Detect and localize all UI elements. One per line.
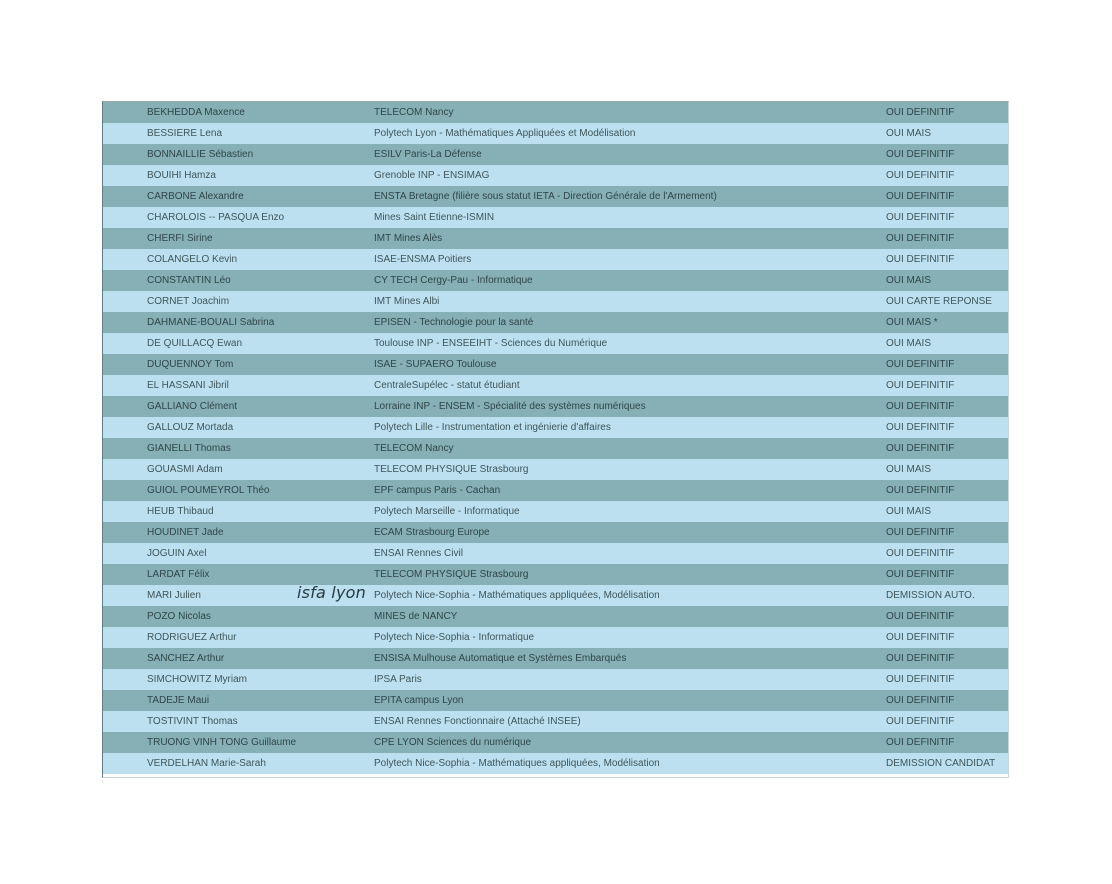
table-row bbox=[103, 333, 1008, 354]
name-cell: CHAROLOIS -- PASQUA Enzo bbox=[147, 212, 285, 223]
school-cell: ISAE-ENSMA Poitiers bbox=[374, 254, 472, 265]
school-cell: Polytech Marseille - Informatique bbox=[374, 506, 520, 517]
name-cell: CONSTANTIN Léo bbox=[147, 275, 231, 286]
status-cell: OUI MAIS bbox=[886, 275, 932, 286]
table-row bbox=[103, 291, 1008, 312]
school-cell: Polytech Nice-Sophia - Informatique bbox=[374, 632, 535, 643]
name-cell: DUQUENNOY Tom bbox=[147, 359, 234, 370]
name-cell: EL HASSANI Jibril bbox=[147, 380, 229, 391]
name-cell: GALLIANO Clément bbox=[147, 401, 238, 412]
table-row bbox=[103, 186, 1008, 207]
school-cell: ENSAI Rennes Fonctionnaire (Attaché INSEE) bbox=[374, 716, 581, 727]
name-cell: BESSIERE Lena bbox=[147, 128, 223, 139]
table-row bbox=[103, 459, 1008, 480]
name-cell: RODRIGUEZ Arthur bbox=[147, 632, 237, 643]
name-cell: JOGUIN Axel bbox=[147, 548, 207, 559]
table-row bbox=[103, 312, 1008, 333]
school-cell: Grenoble INP - ENSIMAG bbox=[374, 170, 490, 181]
school-cell: Polytech Lyon - Mathématiques Appliquées et Modélisation bbox=[374, 128, 636, 139]
school-cell: TELECOM PHYSIQUE Strasbourg bbox=[374, 464, 529, 475]
school-cell: CY TECH Cergy-Pau - Informatique bbox=[374, 275, 533, 286]
school-cell: IPSA Paris bbox=[374, 674, 422, 685]
name-cell: SANCHEZ Arthur bbox=[147, 653, 225, 664]
status-cell: OUI MAIS bbox=[886, 128, 932, 139]
name-cell: CARBONE Alexandre bbox=[147, 191, 244, 202]
name-cell: LARDAT Félix bbox=[147, 569, 210, 580]
school-cell: Polytech Nice-Sophia - Mathématiques appliquées, Modélisation bbox=[374, 758, 660, 769]
school-cell: Toulouse INP - ENSEEIHT - Sciences du Numérique bbox=[374, 338, 608, 349]
table-row bbox=[103, 249, 1008, 270]
status-cell: OUI DEFINITIF bbox=[886, 401, 955, 412]
table-row bbox=[103, 648, 1008, 669]
school-cell: ESILV Paris-La Défense bbox=[374, 149, 482, 160]
table-row bbox=[103, 396, 1008, 417]
name-cell: TADEJE Maui bbox=[147, 695, 210, 706]
table-row bbox=[103, 165, 1008, 186]
status-cell: OUI DEFINITIF bbox=[886, 611, 955, 622]
table-row bbox=[103, 690, 1008, 711]
table-row bbox=[103, 144, 1008, 165]
status-cell: OUI CARTE REPONSE bbox=[886, 296, 992, 307]
name-cell: GOUASMI Adam bbox=[147, 464, 223, 475]
status-cell: OUI DEFINITIF bbox=[886, 695, 955, 706]
school-cell: CentraleSupélec - statut étudiant bbox=[374, 380, 520, 391]
name-cell: SIMCHOWITZ Myriam bbox=[147, 674, 247, 685]
table-row bbox=[103, 564, 1008, 585]
school-cell: EPF campus Paris - Cachan bbox=[374, 485, 501, 496]
status-cell: OUI DEFINITIF bbox=[886, 737, 955, 748]
table-row bbox=[103, 501, 1008, 522]
status-cell: OUI DEFINITIF bbox=[886, 359, 955, 370]
school-cell: ISAE - SUPAERO Toulouse bbox=[374, 359, 497, 370]
status-cell: OUI MAIS * bbox=[886, 317, 938, 328]
table-row bbox=[103, 753, 1008, 774]
table-row bbox=[103, 375, 1008, 396]
school-cell: ECAM Strasbourg Europe bbox=[374, 527, 490, 538]
status-cell: OUI DEFINITIF bbox=[886, 443, 955, 454]
table-row bbox=[103, 543, 1008, 564]
school-cell: ENSTA Bretagne (filière sous statut IETA - Direction Générale de l'Armement) bbox=[374, 191, 717, 202]
table-row bbox=[103, 480, 1008, 501]
name-cell: HEUB Thibaud bbox=[147, 506, 214, 517]
name-cell: HOUDINET Jade bbox=[147, 527, 224, 538]
name-cell: CORNET Joachim bbox=[147, 296, 230, 307]
name-cell: TRUONG VINH TONG Guillaume bbox=[147, 737, 297, 748]
status-cell: OUI DEFINITIF bbox=[886, 233, 955, 244]
school-cell: EPITA campus Lyon bbox=[374, 695, 464, 706]
table-row bbox=[103, 522, 1008, 543]
school-cell: Lorraine INP - ENSEM - Spécialité des systèmes numériques bbox=[374, 401, 646, 412]
name-cell: BOUIHI Hamza bbox=[147, 170, 216, 181]
name-cell: COLANGELO Kevin bbox=[147, 254, 238, 265]
table-row bbox=[103, 270, 1008, 291]
name-cell: MARI Julien bbox=[147, 590, 201, 601]
status-cell: OUI DEFINITIF bbox=[886, 191, 955, 202]
name-cell: POZO Nicolas bbox=[147, 611, 211, 622]
status-cell: OUI DEFINITIF bbox=[886, 380, 955, 391]
status-cell: OUI DEFINITIF bbox=[886, 485, 955, 496]
school-cell: MINES de NANCY bbox=[374, 611, 458, 622]
name-cell: DAHMANE-BOUALI Sabrina bbox=[147, 317, 275, 328]
school-cell: ENSAI Rennes Civil bbox=[374, 548, 463, 559]
status-cell: OUI DEFINITIF bbox=[886, 674, 955, 685]
status-cell: OUI DEFINITIF bbox=[886, 527, 955, 538]
table-row bbox=[103, 438, 1008, 459]
status-cell: OUI MAIS bbox=[886, 506, 932, 517]
school-cell: TELECOM Nancy bbox=[374, 107, 454, 118]
table-row bbox=[103, 627, 1008, 648]
school-cell: Polytech Lille - Instrumentation et ingénierie d'affaires bbox=[374, 422, 611, 433]
status-cell: OUI DEFINITIF bbox=[886, 212, 955, 223]
status-cell: OUI MAIS bbox=[886, 464, 932, 475]
school-cell: TELECOM PHYSIQUE Strasbourg bbox=[374, 569, 529, 580]
status-cell: OUI DEFINITIF bbox=[886, 149, 955, 160]
status-cell: DEMISSION CANDIDAT bbox=[886, 758, 996, 769]
school-cell: IMT Mines Albi bbox=[374, 296, 440, 307]
name-cell: CHERFI Sirine bbox=[147, 233, 213, 244]
status-cell: OUI DEFINITIF bbox=[886, 548, 955, 559]
school-cell: EPISEN - Technologie pour la santé bbox=[374, 317, 534, 328]
name-cell: BONNAILLIE Sébastien bbox=[147, 149, 254, 160]
table-row bbox=[103, 228, 1008, 249]
handwritten-annotation: isfa lyon bbox=[297, 583, 366, 602]
name-cell: GALLOUZ Mortada bbox=[147, 422, 234, 433]
name-cell: DE QUILLACQ Ewan bbox=[147, 338, 243, 349]
results-table bbox=[102, 101, 1009, 778]
status-cell: DEMISSION AUTO. bbox=[886, 590, 975, 601]
status-cell: OUI DEFINITIF bbox=[886, 653, 955, 664]
school-cell: IMT Mines Alès bbox=[374, 233, 443, 244]
name-cell: BEKHEDDA Maxence bbox=[147, 107, 245, 118]
table-row bbox=[103, 732, 1008, 753]
table-row bbox=[103, 711, 1008, 732]
status-cell: OUI DEFINITIF bbox=[886, 170, 955, 181]
name-cell: GUIOL POUMEYROL Théo bbox=[147, 485, 270, 496]
table-row bbox=[103, 207, 1008, 228]
table-row bbox=[103, 102, 1008, 123]
school-cell: ENSISA Mulhouse Automatique et Systèmes Embarqués bbox=[374, 653, 627, 664]
status-cell: OUI DEFINITIF bbox=[886, 632, 955, 643]
status-cell: OUI MAIS bbox=[886, 338, 932, 349]
status-cell: OUI DEFINITIF bbox=[886, 422, 955, 433]
status-cell: OUI DEFINITIF bbox=[886, 569, 955, 580]
table-row bbox=[103, 606, 1008, 627]
table-row bbox=[103, 417, 1008, 438]
school-cell: TELECOM Nancy bbox=[374, 443, 454, 454]
status-cell: OUI DEFINITIF bbox=[886, 716, 955, 727]
school-cell: Polytech Nice-Sophia - Mathématiques appliquées, Modélisation bbox=[374, 590, 660, 601]
name-cell: GIANELLI Thomas bbox=[147, 443, 231, 454]
status-cell: OUI DEFINITIF bbox=[886, 254, 955, 265]
table-row bbox=[103, 354, 1008, 375]
name-cell: VERDELHAN Marie-Sarah bbox=[147, 758, 266, 769]
name-cell: TOSTIVINT Thomas bbox=[147, 716, 238, 727]
table-row bbox=[103, 123, 1008, 144]
table-row bbox=[103, 669, 1008, 690]
school-cell: Mines Saint Etienne-ISMIN bbox=[374, 212, 495, 223]
status-cell: OUI DEFINITIF bbox=[886, 107, 955, 118]
school-cell: CPE LYON Sciences du numérique bbox=[374, 737, 532, 748]
table-row bbox=[103, 585, 1008, 606]
